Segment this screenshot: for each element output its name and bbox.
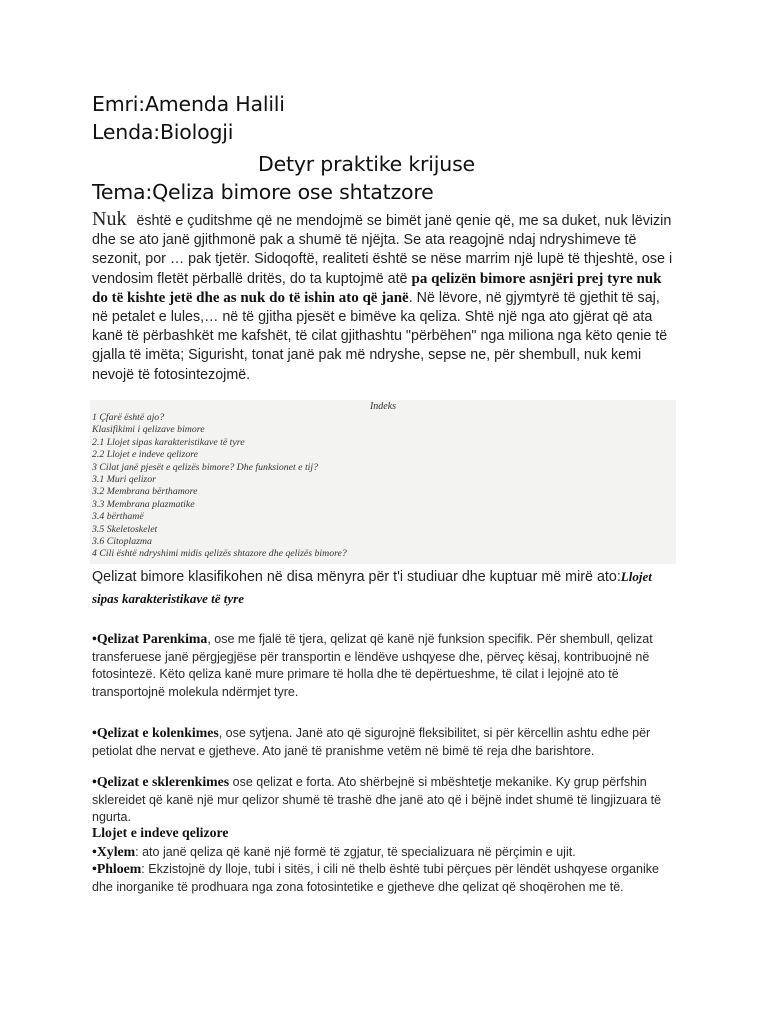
index-item[interactable]: 3.2 Membrana bërthamore [92, 486, 198, 498]
tissue-types-heading: Llojet e indeve qelizore [92, 825, 229, 840]
kolenkima-paragraph [92, 724, 680, 760]
xylem-text: : ato janë qeliza që kanë një formë të zgjatur, të specializuara në përçimin e ujit. [135, 845, 576, 859]
index-title: Indeks [369, 401, 397, 412]
phloem-term: •Phloem [92, 861, 142, 876]
index-item[interactable]: 3.5 Skeletoskelet [92, 523, 158, 535]
index-item[interactable]: Klasifikimi i qelizave bimore [92, 424, 205, 436]
phloem-text: : Ekzistojnë dy lloje, tubi i sitës, i cili në thelb është tubi përçues për lëndët ushqyese organike dhe inorganike të prodhuara nga zona fotosintetike e gjetheve dhe qelizat që shoqërohen me të. [92, 862, 659, 894]
classification-paragraph [92, 566, 676, 610]
kolenkima-text: , ose sytjena. Janë ato që sigurojnë fleksibilitet, si për kërcellin ashtu edhe për petiolat dhe nervat e gjetheve. Ato janë të pranishme vetëm në bimë të reja dhe barishtore. [92, 726, 651, 758]
intro-paragraph [92, 210, 676, 385]
intro-text-1: është e çuditshme që ne mendojmë se bimët janë qenie që, me sa duket, nuk lëvizin dhe se ato janë gjithmonë pak a shumë të njëjta. Se ata reagojnë ndaj ndryshimeve të sezonit, por … pak tjetër. Sidoqoftë, realiteti është se nëse marrim një lupë të thjeshtë, ose i vendosim fletët përballë dritës, do ta kuptojmë atë [92, 213, 673, 287]
index-item[interactable]: 3 Cilat janë pjesët e qelizës bimore? Dhe funksionet e tij? [92, 461, 319, 473]
topic-title: Tema:Qeliza bimore ose shtatzore [92, 180, 434, 204]
xylem-paragraph [92, 843, 680, 862]
intro-text-2: . Në lëvore, në gjymtyrë të gjethit të saj, në petalet e lules,… në të gjitha pjesët e bimëve ka qeliza. Shtë një nga ato gjërat që ata kanë të përbashkët me kafshët, të cilat gjithashtu "përbëhen" nga miliona nga këto qenie të gjalla të imëta; Sigurisht, tonat janë pak më ndryshe, sepse ne, për shembull, nuk kemi nevojë të fotosintezojmë. [92, 289, 668, 383]
parenkima-paragraph [92, 630, 680, 701]
intro-bold-text: pa qelizën bimore asnjëri prej tyre nuk do të kishte jetë dhe as nuk do të ishin ato që janë [92, 270, 662, 306]
subject-line: Lenda:Biologji [92, 120, 234, 144]
assignment-subtitle: Detyr praktike krijuse [258, 152, 475, 176]
index-box [90, 400, 676, 564]
index-item[interactable]: 3.3 Membrana plazmatike [92, 498, 195, 510]
index-item[interactable]: 3.4 bërthamë [92, 511, 144, 523]
parenkima-text: , ose me fjalë të tjera, qelizat që kanë një funksion specifik. Për shembull, qelizat transferuese janë përgjegjëse për transportin e lëndëve ushqyese dhe, përveç kësaj, kontribuojnë në fotosintezë. Këto qeliza kanë mure primare të holla dhe të depërtueshme, të cilat i lejojnë ato të transportojnë molekula ndërmjet tyre. [92, 632, 653, 699]
index-item[interactable]: 1 Çfarë është ajo? [92, 412, 165, 423]
index-item[interactable]: 2.1 Llojet sipas karakteristikave të tyre [92, 436, 245, 448]
index-item[interactable]: 4 Cili është ndryshimi midis qelizës shtazore dhe qelizës bimore? [92, 548, 347, 560]
student-name: Emri:Amenda Halili [92, 92, 285, 116]
sklerenkima-paragraph [92, 773, 680, 827]
xylem-term: •Xylem [92, 844, 136, 859]
classification-text: Qelizat bimore klasifikohen në disa mënyra për t'i studiuar dhe kuptuar më mirë ato: [92, 569, 621, 585]
parenkima-term: •Qelizat Parenkima [92, 631, 208, 646]
index-item[interactable]: 3.6 Citoplazma [92, 536, 152, 548]
sklerenkima-text: ose qelizat e forta. Ato shërbejnë si mbështetje mekanike. Ky grup përfshin sklereidet që kanë një mur qelizor shumë të trashë dhe janë ato që i bëjnë indet shumë të lingjizuara të ngurta. [92, 775, 662, 825]
intro-drop-word: Nuk [92, 208, 127, 230]
phloem-paragraph [92, 860, 680, 896]
index-list [92, 412, 347, 561]
sklerenkima-term: •Qelizat e sklerenkimes [92, 774, 230, 789]
index-item[interactable]: 2.2 Llojet e indeve qelizore [92, 449, 199, 461]
index-item[interactable]: 3.1 Muri qelizor [92, 474, 156, 486]
kolenkima-term: •Qelizat e kolenkimes [92, 725, 219, 740]
classification-bold: Llojet sipas karakteristikave të tyre [92, 569, 652, 606]
